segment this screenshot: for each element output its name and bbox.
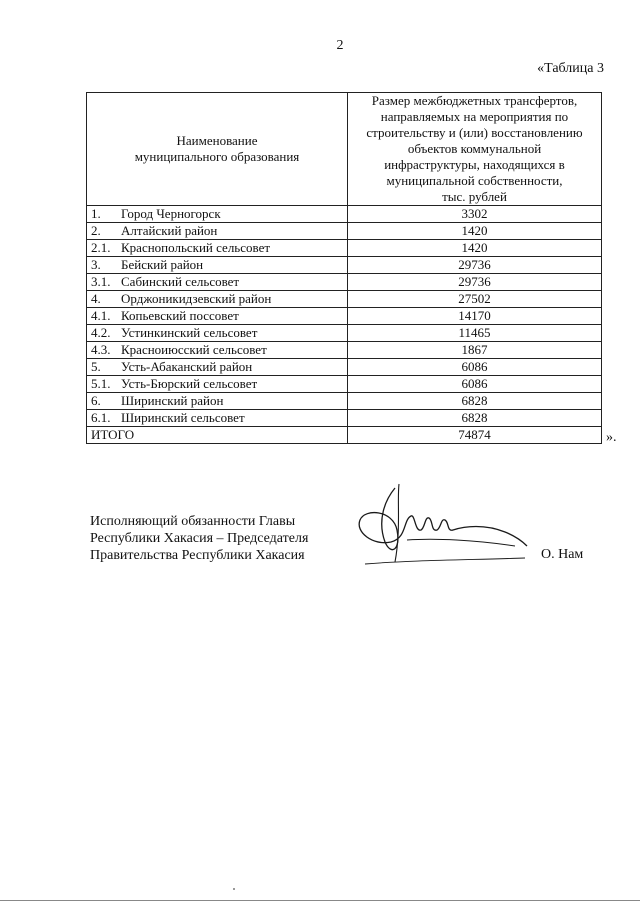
amount-cell: 6828: [348, 393, 602, 410]
total-amount: 74874: [348, 427, 602, 444]
amount-cell: 3302: [348, 206, 602, 223]
row-number: 5.1.: [91, 376, 111, 391]
municipality-name: Город Черногорск: [121, 206, 221, 221]
row-number: 4.2.: [91, 325, 111, 340]
name-cell: [87, 274, 348, 291]
municipality-name: Орджоникидзевский район: [121, 291, 272, 306]
header-amount-line: строительству и (или) восстановлению: [366, 125, 583, 140]
municipality-name: Краснопольский сельсовет: [121, 240, 271, 255]
name-cell: [87, 325, 348, 342]
municipality-name: Усть-Бюрский сельсовет: [121, 376, 258, 391]
page-bottom-edge: [0, 900, 640, 901]
table-row: [87, 257, 602, 274]
name-cell: [87, 410, 348, 427]
header-name-line: муниципального образования: [134, 149, 300, 164]
amount-cell: 6828: [348, 410, 602, 427]
header-amount-line: направляемых на мероприятия по: [380, 109, 569, 124]
header-name-line: Наименование: [176, 133, 258, 148]
table-row: [87, 342, 602, 359]
signer-title: [90, 513, 308, 564]
amount-cell: 29736: [348, 257, 602, 274]
municipality-name: Сабинский сельсовет: [121, 274, 240, 289]
table-row: [87, 308, 602, 325]
row-number: 3.1.: [91, 274, 111, 289]
total-row: [87, 427, 602, 444]
name-cell: [87, 359, 348, 376]
row-number: 3.: [91, 257, 101, 272]
table-row: [87, 376, 602, 393]
amount-cell: 1420: [348, 240, 602, 257]
table-row: [87, 291, 602, 308]
table-row: [87, 240, 602, 257]
amount-cell: 14170: [348, 308, 602, 325]
name-cell: [87, 240, 348, 257]
table-row: [87, 274, 602, 291]
table-row: [87, 410, 602, 427]
signer-title-line: Правительства Республики Хакасия: [90, 548, 305, 563]
table-row: [87, 359, 602, 376]
amount-cell: 1420: [348, 223, 602, 240]
row-number: 2.: [91, 223, 101, 238]
table-row: [87, 223, 602, 240]
table-row: [87, 325, 602, 342]
amount-cell: 11465: [348, 325, 602, 342]
header-amount-line: тыс. рублей: [442, 189, 507, 204]
table-row: [87, 206, 602, 223]
name-cell: [87, 308, 348, 325]
header-amount: [348, 93, 602, 206]
signer-title-line: Исполняющий обязанности Главы: [90, 514, 296, 529]
page-number: 2: [336, 38, 344, 53]
handwritten-signature: [355, 480, 530, 570]
row-number: 1.: [91, 206, 101, 221]
row-number: 6.1.: [91, 410, 111, 425]
name-cell: [87, 223, 348, 240]
municipality-name: Устинкинский сельсовет: [121, 325, 258, 340]
table-header-row: [87, 93, 602, 206]
row-number: 4.1.: [91, 308, 111, 323]
signer-name: О. Нам: [541, 547, 584, 562]
municipality-name: Ширинский район: [121, 393, 224, 408]
transfers-table: [86, 92, 602, 444]
header-amount-line: инфраструктуры, находящихся в: [384, 157, 565, 172]
name-cell: [87, 257, 348, 274]
signer-title-line: Республики Хакасия – Председателя: [90, 531, 309, 546]
row-number: 2.1.: [91, 240, 111, 255]
amount-cell: 6086: [348, 376, 602, 393]
table-caption: «Таблица 3: [537, 61, 604, 76]
municipality-name: Усть-Абаканский район: [121, 359, 253, 374]
municipality-name: Алтайский район: [121, 223, 218, 238]
municipality-name: Копьевский поссовет: [121, 308, 239, 323]
total-label: ИТОГО: [87, 427, 348, 444]
row-number: 6.: [91, 393, 101, 408]
name-cell: [87, 376, 348, 393]
row-number: 4.3.: [91, 342, 111, 357]
closing-quote-mark: ».: [606, 430, 617, 445]
row-number: 5.: [91, 359, 101, 374]
amount-cell: 6086: [348, 359, 602, 376]
name-cell: [87, 206, 348, 223]
header-amount-line: муниципальной собственности,: [386, 173, 563, 188]
header-amount-line: Размер межбюджетных трансфертов,: [371, 93, 578, 108]
name-cell: [87, 291, 348, 308]
name-cell: [87, 393, 348, 410]
municipality-name: Красноиюсский сельсовет: [121, 342, 267, 357]
header-name: [87, 93, 348, 206]
row-number: 4.: [91, 291, 101, 306]
amount-cell: 27502: [348, 291, 602, 308]
header-amount-line: объектов коммунальной: [407, 141, 542, 156]
municipality-name: Ширинский сельсовет: [121, 410, 245, 425]
scan-speck: [233, 888, 235, 890]
name-cell: [87, 342, 348, 359]
municipality-name: Бейский район: [121, 257, 204, 272]
amount-cell: 1867: [348, 342, 602, 359]
table-row: [87, 393, 602, 410]
amount-cell: 29736: [348, 274, 602, 291]
